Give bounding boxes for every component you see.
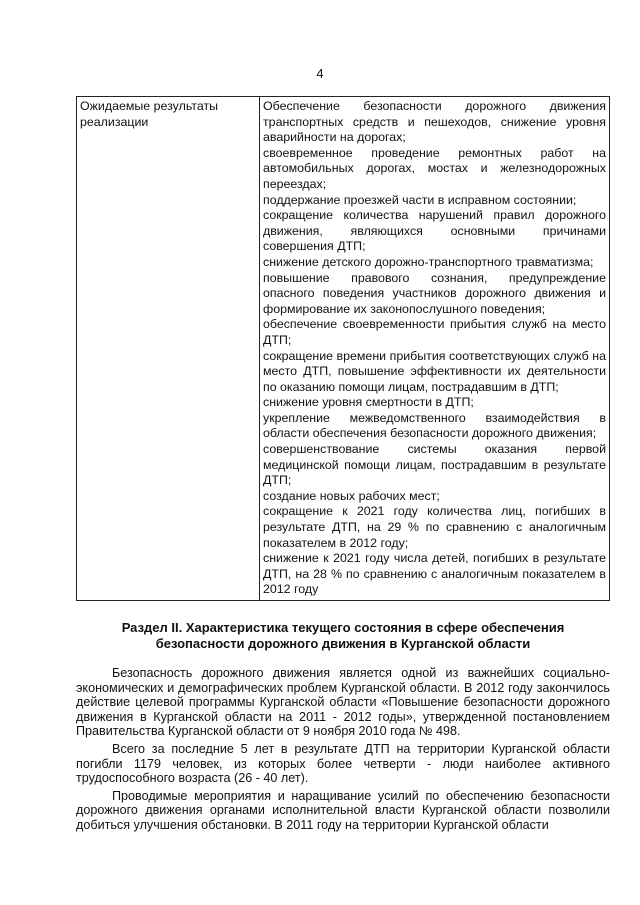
- list-item: снижение детского дорожно-транспортного травматизма;: [263, 254, 594, 269]
- section-heading: [76, 620, 610, 652]
- body-text: [76, 666, 610, 836]
- list-item: снижение уровня смертности в ДТП;: [263, 395, 474, 410]
- expected-results-table: [76, 96, 610, 601]
- paragraph: Всего за последние 5 лет в результате ДТП на территории Курганской области погибли 1179 человек, из которых более четверти - люди наиболее активного трудоспособного возраста (26 - 40 лет).: [76, 741, 610, 786]
- list-item: сокращение времени прибытия соответствующих служб на место ДТП, повышение эффективности их деятельности по оказанию помощи лицам, пострадавшим в ДТП;: [263, 348, 606, 394]
- list-item: сокращение к 2021 году количества лиц, погибших в результате ДТП, на 29 % по сравнению с аналогичным показателем в 2012 году;: [263, 504, 606, 550]
- list-item: сокращение количества нарушений правил дорожного движения, являющихся основными причинами совершения ДТП;: [263, 208, 606, 254]
- section-heading-line: безопасности дорожного движения в Курганской области: [155, 636, 531, 651]
- list-item: совершенствование системы оказания первой медицинской помощи лицам, пострадавшим в результате ДТП;: [263, 442, 606, 488]
- list-item: Обеспечение безопасности дорожного движения транспортных средств и пешеходов, снижение уровня аварийности на дорогах;: [263, 99, 606, 145]
- list-item: поддержание проезжей части в исправном состоянии;: [263, 192, 577, 207]
- table-row: [77, 97, 610, 601]
- page-number: 4: [316, 66, 324, 81]
- paragraph: Проводимые мероприятия и наращивание усилий по обеспечению безопасности дорожного движения органами исполнительной власти Курганской области позволили добиться улучшения обстановки. В 2011 году на территории Курганской области: [76, 788, 610, 832]
- row-label-cell: Ожидаемые результаты реализации: [77, 97, 260, 601]
- list-item: создание новых рабочих мест;: [263, 488, 440, 503]
- list-item: своевременное проведение ремонтных работ на автомобильных дорогах, мостах и железнодорожных переездах;: [263, 145, 606, 191]
- list-item: обеспечение своевременности прибытия служб на место ДТП;: [263, 317, 606, 347]
- paragraph: Безопасность дорожного движения является одной из важнейших социально-экономических и демографических проблем Курганской области. В 2012 году закончилось действие целевой программы Курганской области «Повышение безопасности дорожного движения в Курганской области на 2011 - 2012 годы», утвержденной постановлением Правительства Курганской области от 9 ноября 2010 года № 498.: [76, 666, 610, 739]
- section-heading-line: Раздел II. Характеристика текущего состояния в сфере обеспечения: [121, 620, 565, 635]
- list-item: повышение правового сознания, предупреждение опасного поведения участников дорожного движения и формирование их законопослушного поведения;: [263, 270, 606, 316]
- list-item: снижение к 2021 году числа детей, погибших в результате ДТП, на 28 % по сравнению с аналогичным показателем в 2012 году: [263, 551, 606, 597]
- results-list-cell: [260, 97, 610, 601]
- list-item: укрепление межведомственного взаимодействия в области обеспечения безопасности дорожного движения;: [263, 410, 606, 441]
